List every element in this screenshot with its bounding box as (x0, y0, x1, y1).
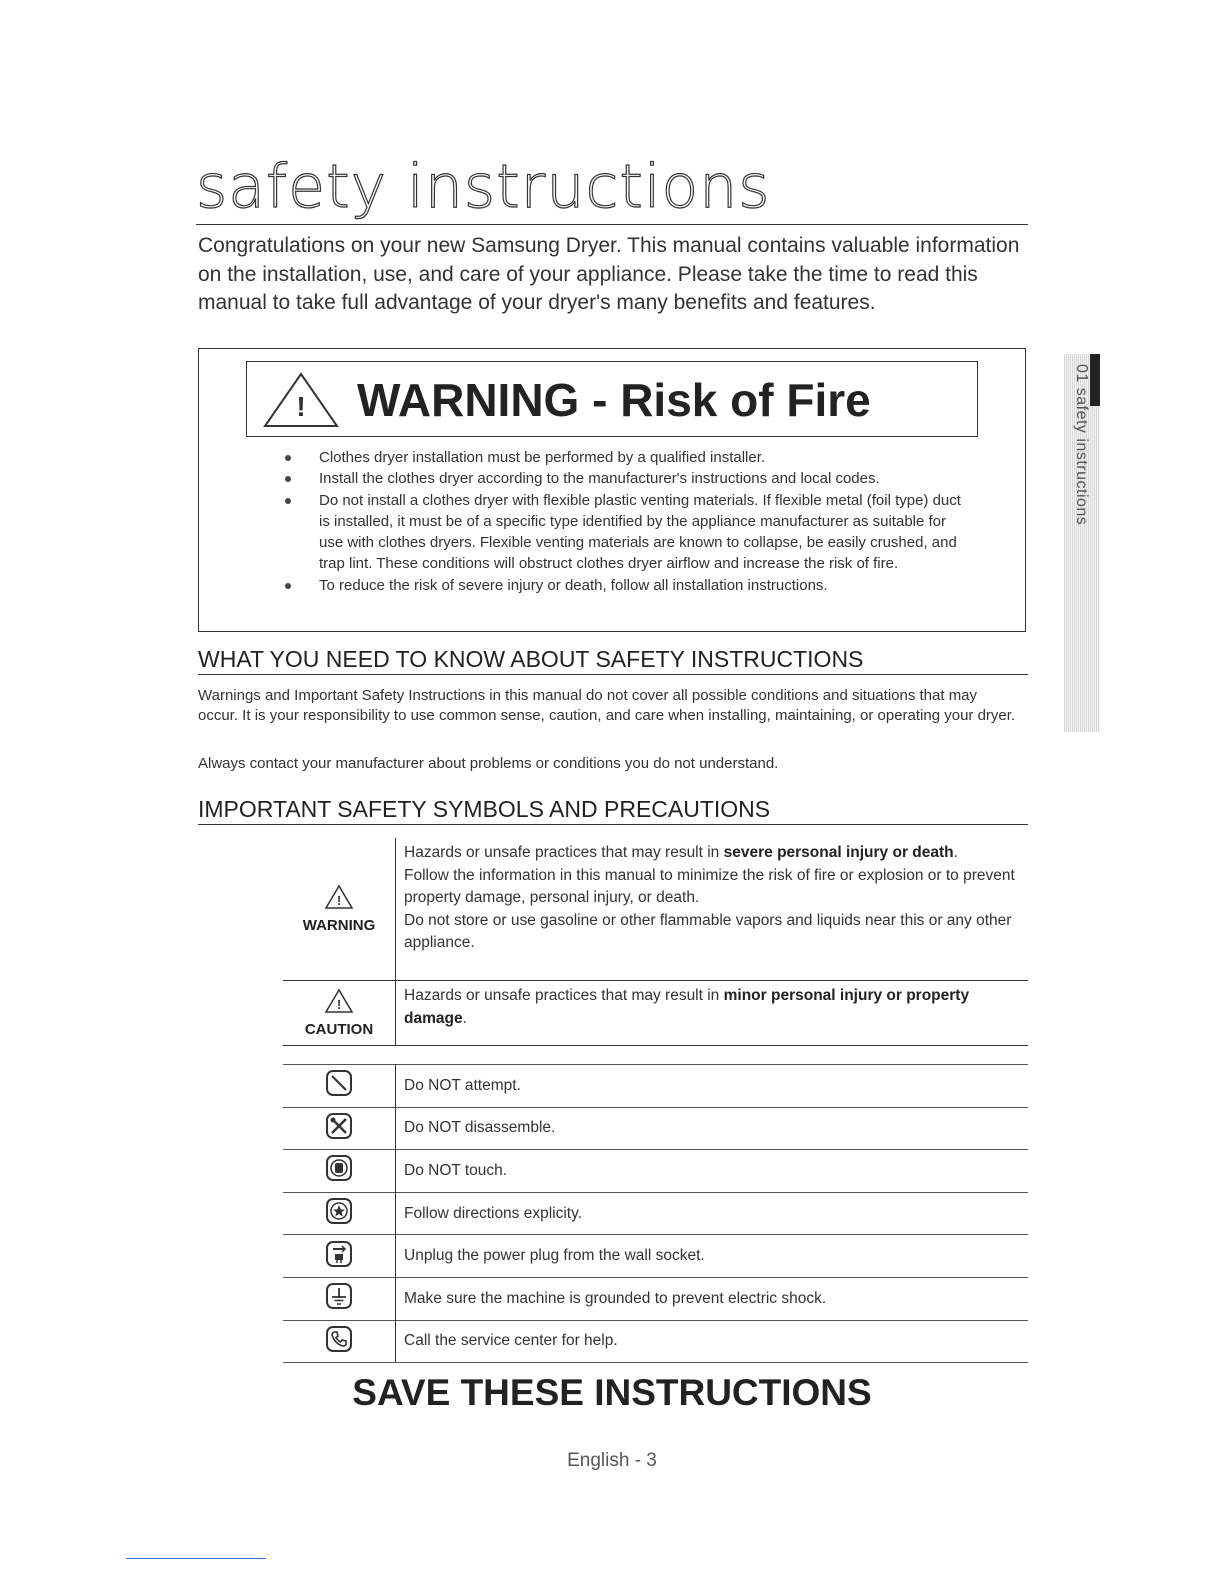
symbol-cell (283, 1065, 396, 1108)
table-row (283, 1150, 1028, 1193)
warning-triangle-icon (324, 988, 354, 1014)
symbol-text: Unplug the power plug from the wall socket. (396, 1235, 1029, 1278)
warning-line1-bold: severe personal injury or death (723, 844, 954, 861)
table-row (283, 981, 1028, 1046)
chapter-marker (1090, 354, 1100, 406)
svg-text:!: ! (336, 997, 342, 1012)
symbol-cell (283, 1107, 396, 1150)
intro-paragraph: Congratulations on your new Samsung Dryer. This manual contains valuable information on the installation, use, and care of your appliance. Please take the time to read this manual to take full advantage of your dryer's many benefits and features. (198, 234, 1020, 314)
caution-line1-bold: minor personal injury or property damage (404, 987, 970, 1027)
warning-line1-end: . (953, 844, 958, 861)
list-item: Clothes dryer installation must be performed by a qualified installer. (279, 447, 969, 468)
caution-level-cell (283, 981, 396, 1046)
fire-warning-heading: WARNING - Risk of Fire (357, 374, 871, 426)
table-row (283, 1192, 1028, 1235)
unplug-icon (325, 1240, 353, 1268)
warning-line1: Hazards or unsafe practices that may result in (404, 844, 724, 861)
no-disassemble-icon (325, 1112, 353, 1140)
symbols-table (283, 1064, 1028, 1363)
table-row (283, 1065, 1028, 1108)
know-paragraph-1: Warnings and Important Safety Instructions in this manual do not cover all possible conditions and situations that may occur. It is your responsibility to use common sense, caution, and care when installing, maintaining, or operating your dryer. (198, 687, 1016, 724)
symbol-text: Do NOT touch. (396, 1150, 1029, 1193)
table-row (283, 1277, 1028, 1320)
symbol-text: Make sure the machine is grounded to prevent electric shock. (396, 1277, 1029, 1320)
prohibited-icon (325, 1069, 353, 1097)
symbol-text: Call the service center for help. (396, 1320, 1029, 1363)
warning-triangle-icon (261, 370, 341, 430)
symbol-cell (283, 1277, 396, 1320)
section-heading-know: WHAT YOU NEED TO KNOW ABOUT SAFETY INSTRUCTIONS (198, 644, 1028, 675)
fire-warning-header (246, 361, 978, 437)
table-row (283, 1320, 1028, 1363)
svg-text:!: ! (336, 893, 342, 908)
page-title: safety instructions (196, 152, 1028, 225)
fire-warning-box (198, 348, 1026, 632)
ground-icon (325, 1282, 353, 1310)
symbol-cell (283, 1320, 396, 1363)
warning-line2: Follow the information in this manual to minimize the risk of fire or explosion or to prevent property damage, personal injury, or death. (404, 866, 1015, 906)
table-row (283, 838, 1028, 981)
symbol-text: Do NOT attempt. (396, 1065, 1029, 1108)
table-row (283, 1107, 1028, 1150)
caution-line1-end: . (462, 1009, 467, 1027)
symbol-cell (283, 1192, 396, 1235)
symbol-cell (283, 1150, 396, 1193)
warning-triangle-icon (324, 884, 354, 910)
list-item: To reduce the risk of severe injury or death, follow all installation instructions. (279, 575, 969, 596)
table-row (283, 1235, 1028, 1278)
svg-text:!: ! (296, 391, 306, 422)
warning-description (396, 838, 1029, 981)
follow-directions-icon (325, 1197, 353, 1225)
warning-level-cell (283, 838, 396, 981)
list-item: Do not install a clothes dryer with flexible plastic venting materials. If flexible metal (foil type) duct is installed, it must be of a specific type identified by the appliance manufacturer as suitable for use with clothes dryers. Flexible venting materials are known to collapse, be easily crushed, and trap lint. These conditions will obstruct clothes dryer airflow and increase the risk of fire. (279, 490, 969, 575)
symbol-text: Follow directions explicity. (396, 1192, 1029, 1235)
list-item: Install the clothes dryer according to the manufacturer's instructions and local codes. (279, 468, 969, 489)
chapter-side-tab (1064, 354, 1100, 732)
hazard-levels-table (283, 838, 1028, 1046)
call-service-icon (325, 1325, 353, 1353)
caution-label: CAUTION (304, 1021, 374, 1038)
symbol-text: Do NOT disassemble. (396, 1107, 1029, 1150)
caution-description (396, 981, 1029, 1046)
page-number: English - 3 (567, 1450, 657, 1471)
section-heading-symbols: IMPORTANT SAFETY SYMBOLS AND PRECAUTIONS (198, 794, 1028, 825)
fire-warning-list (279, 447, 969, 596)
no-touch-icon (325, 1154, 353, 1182)
symbol-cell (283, 1235, 396, 1278)
chapter-label: 01 safety instructions (1073, 364, 1090, 526)
caution-line1: Hazards or unsafe practices that may result in (404, 987, 724, 1004)
warning-label: WARNING (302, 917, 376, 934)
know-paragraph-2: Always contact your manufacturer about problems or conditions you do not understand. (198, 755, 779, 772)
warning-line3: Do not store or use gasoline or other flammable vapors and liquids near this or any other appliance. (404, 911, 1012, 951)
bottom-divider (126, 1558, 266, 1559)
save-instructions-heading: SAVE THESE INSTRUCTIONS (352, 1372, 872, 1413)
